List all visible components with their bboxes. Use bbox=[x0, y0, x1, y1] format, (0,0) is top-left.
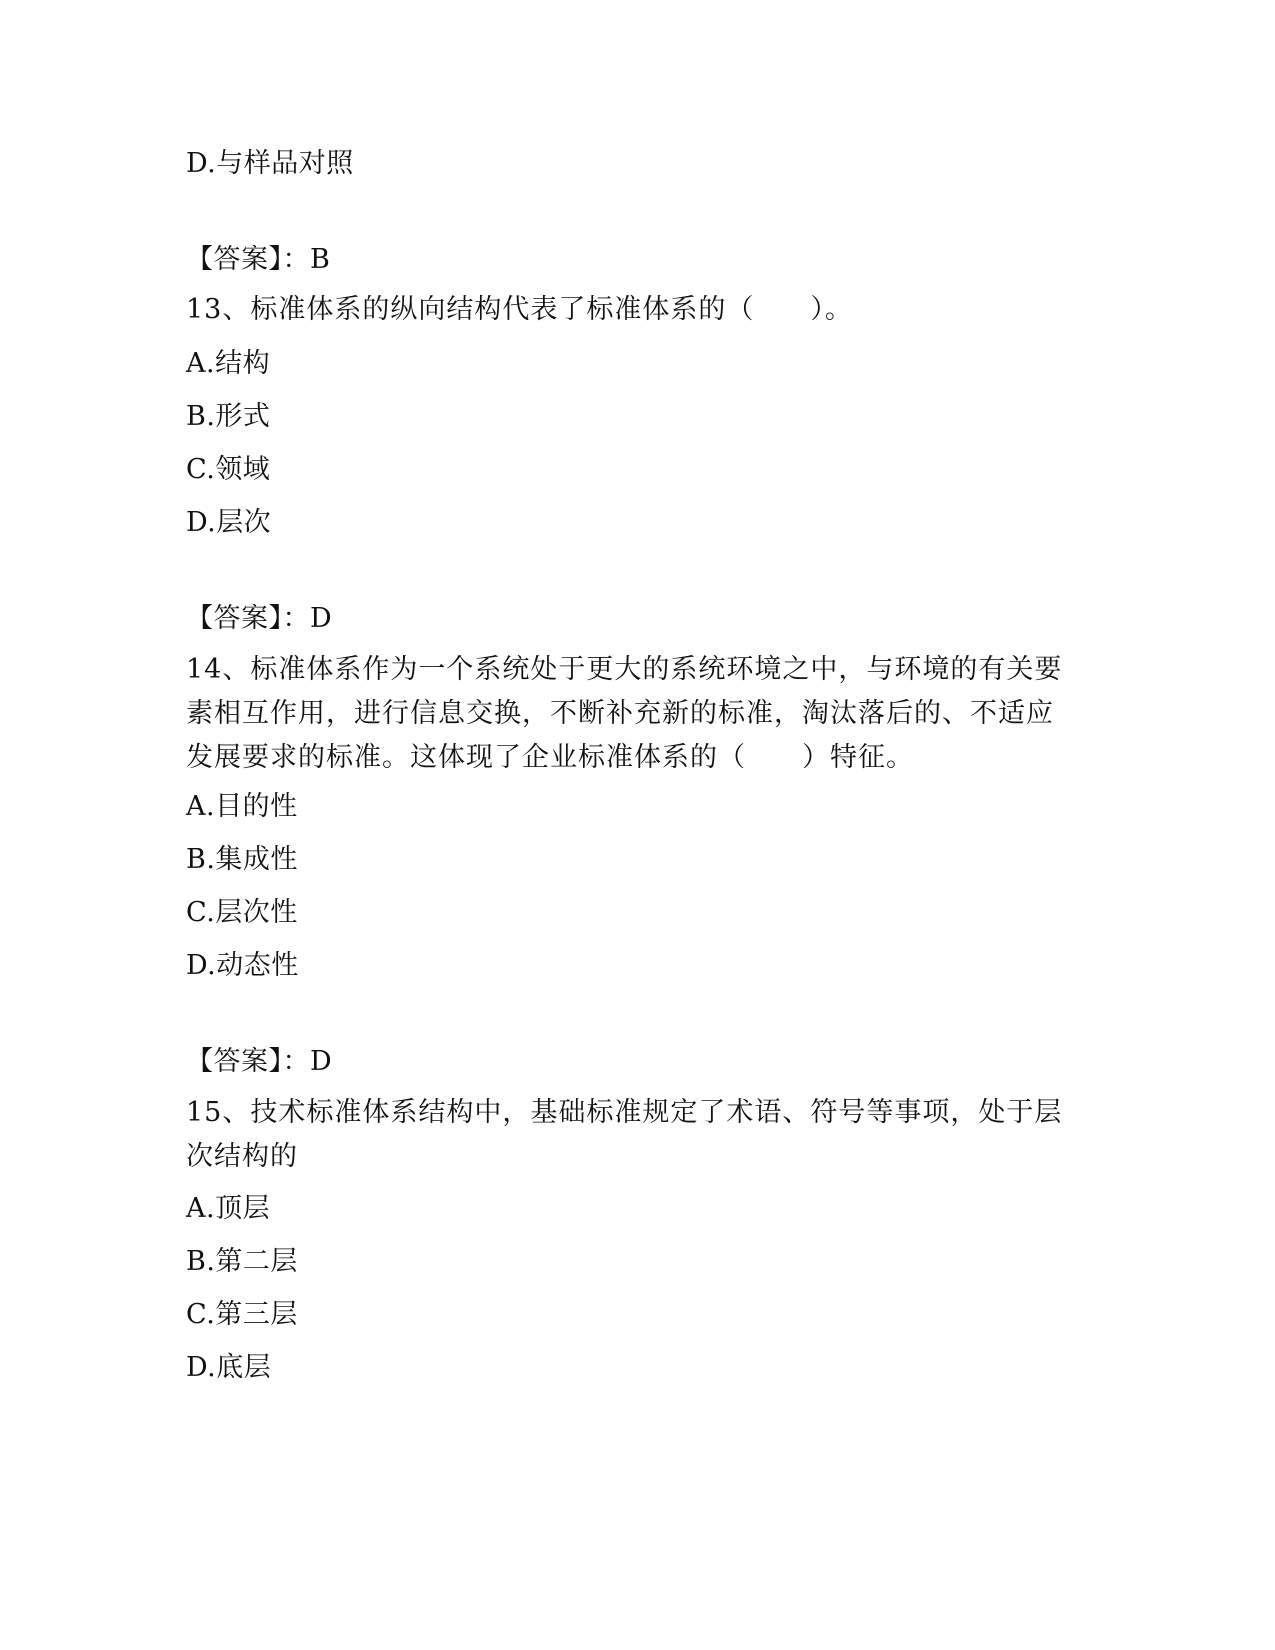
answer-previous: 【答案】：B bbox=[186, 244, 331, 275]
question-13-text: 13、标准体系的纵向结构代表了标准体系的（ ）。 bbox=[186, 294, 853, 325]
question-14-option-a: A.目的性 bbox=[186, 791, 298, 822]
question-15-option-a: A.顶层 bbox=[186, 1193, 271, 1224]
question-15-option-d: D.底层 bbox=[186, 1352, 272, 1383]
question-14-option-b: B.集成性 bbox=[186, 844, 298, 875]
question-15-text: 15、技术标准体系结构中，基础标准规定了术语、符号等事项，处于层次结构的 bbox=[186, 1097, 1063, 1172]
question-13-option-a: A.结构 bbox=[186, 348, 271, 379]
question-14-option-d: D.动态性 bbox=[186, 950, 299, 981]
question-13-option-d: D.层次 bbox=[186, 507, 272, 538]
question-14-answer: 【答案】：D bbox=[186, 1046, 333, 1077]
question-15-option-b: B.第二层 bbox=[186, 1246, 298, 1277]
question-13-answer: 【答案】：D bbox=[186, 603, 333, 634]
option-d-previous: D.与样品对照 bbox=[186, 148, 354, 179]
question-14-option-c: C.层次性 bbox=[186, 897, 298, 928]
question-13-option-c: C.领域 bbox=[186, 454, 271, 485]
question-14-text: 14、标准体系作为一个系统处于更大的系统环境之中，与环境的有关要素相互作用，进行信息交换，不断补充新的标准，淘汰落后的、不适应发展要求的标准。这体现了企业标准体系的（ ）特征。 bbox=[186, 654, 1063, 773]
question-13-option-b: B.形式 bbox=[186, 401, 271, 432]
question-15-option-c: C.第三层 bbox=[186, 1299, 298, 1330]
